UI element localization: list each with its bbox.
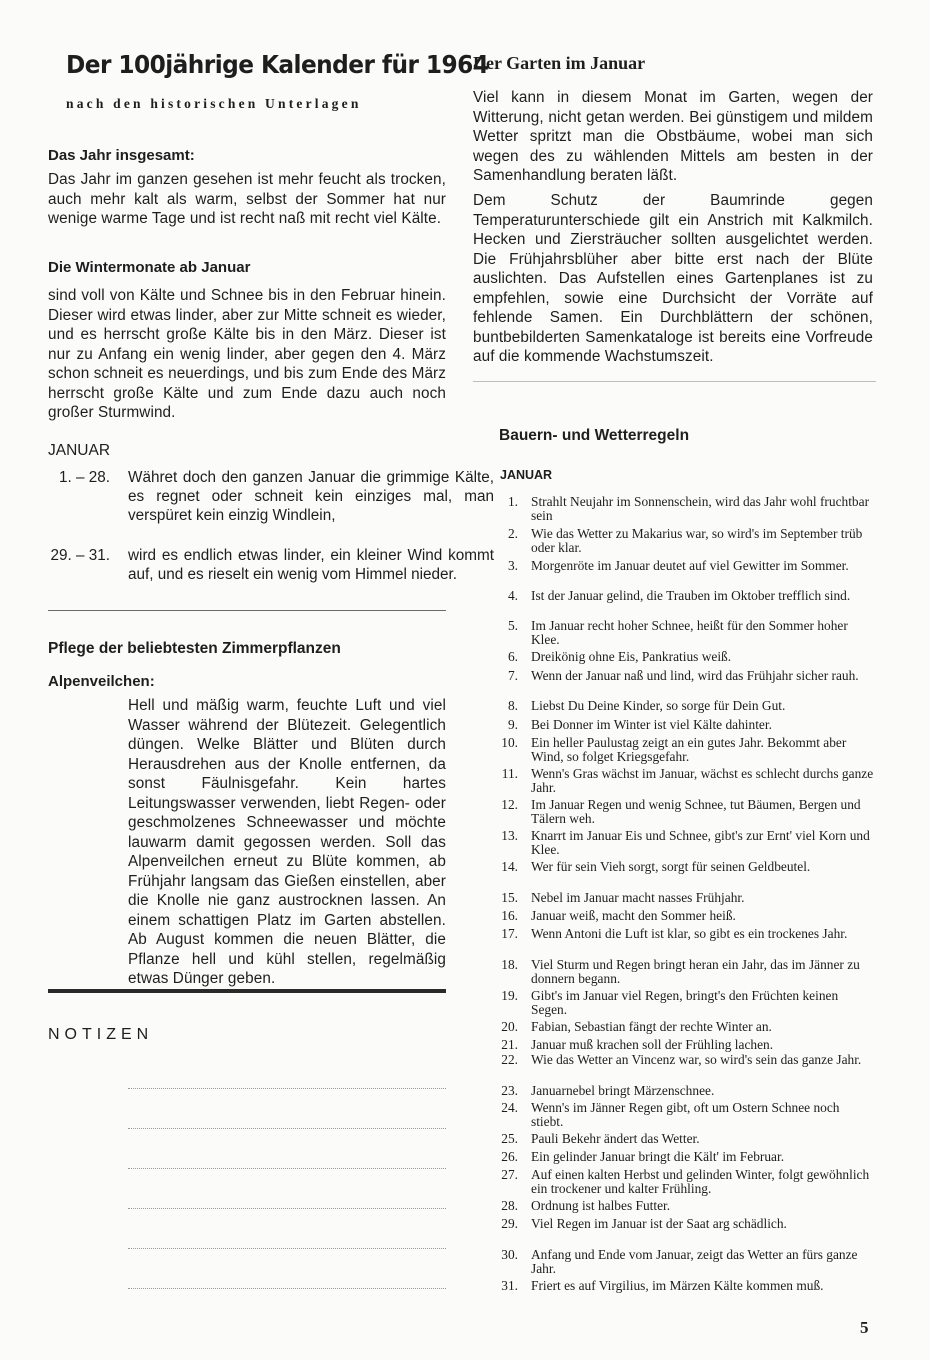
rule-text: Bei Donner im Winter ist viel Kälte dahinter. [531, 717, 772, 732]
januar-entry-days: 1. – 28. [58, 469, 110, 486]
rule-text: Anfang und Ende vom Januar, zeigt das Wetter an fürs ganze Jahr. [531, 1247, 858, 1276]
rule-number: 15. [501, 890, 518, 905]
rule-text: Fabian, Sebastian fängt der rechte Winter an. [531, 1019, 772, 1034]
rule-text: Januar weiß, macht den Sommer heiß. [531, 908, 736, 923]
rule-text: Knarrt im Januar Eis und Schnee, gibt's zur Ernt' viel Korn und Klee. [531, 828, 870, 857]
rule-text: Wenn's Gras wächst im Januar, wächst es schlecht durchs ganze Jahr. [531, 766, 874, 795]
rule-number: 10. [501, 735, 518, 750]
rule-number: 8. [507, 698, 518, 713]
subheading-regeln-januar: JANUAR [500, 468, 553, 482]
rule-number: 21. [501, 1037, 518, 1052]
rule-number: 30. [501, 1247, 518, 1262]
rule-text: Januarnebel bringt Märzenschnee. [531, 1083, 715, 1098]
rule-text: Ordnung ist halbes Futter. [531, 1198, 671, 1213]
rule-number: 14. [501, 859, 518, 874]
rule-text: Wie das Wetter zu Makarius war, so wird's im September trüb oder klar. [531, 526, 863, 555]
page-number: 5 [860, 1318, 869, 1337]
januar-entry-text: Währet doch den ganzen Januar die grimmige Kälte, es regnet oder schneit kein einziges mal, man verspüret kein einzig Windlein, [128, 469, 494, 524]
paragraph-jahr: Das Jahr im ganzen gesehen ist mehr feucht als trocken, auch mehr kalt als warm, selbst der Sommer hat nur wenige warme Tage und ist recht naß mit recht viel Kälte. [48, 171, 446, 227]
rule-number: 11. [501, 766, 518, 781]
rule-text: Ist der Januar gelind, die Trauben im Oktober trefflich sind. [531, 588, 851, 603]
rule-number: 4. [507, 588, 518, 603]
paragraph-garten-2: Dem Schutz der Baumrinde gegen Temperaturunterschiede gilt ein Anstrich mit Kalkmilch. Hecken und Ziersträucher sollten ausgelichtet werden. Die Frühjahrsblüher aber bitte erst nach der Blüte auslichten. Das Aufstellen eines Gartenplanes ist zu empfehlen, sowie eine Durchsicht der Vorräte auf fehlende Samen. Ein Durchblättern der schönen, buntbebilderten Samenkataloge ist bereits eine Vorfreude auf die kommende Wachstumszeit. [473, 192, 873, 365]
rule-text: Ein heller Paulustag zeigt an ein gutes Jahr. Bekommt aber Wind, so folget Kriegsgefahr. [531, 735, 847, 764]
rule-text: Gibt's im Januar viel Regen, bringt's den Früchten keinen Segen. [531, 988, 839, 1017]
rule-number: 5. [507, 618, 518, 633]
rule-number: 17. [501, 926, 518, 941]
rule-number: 24. [501, 1100, 518, 1115]
notes-line[interactable] [128, 1088, 446, 1089]
rule-text: Auf einen kalten Herbst und gelinden Winter, folgt gewöhnlich ein trockener und kalter Frühling. [531, 1167, 870, 1196]
rule-text: Nebel im Januar macht nasses Frühjahr. [531, 890, 745, 905]
divider-thick [48, 989, 446, 993]
heading-jahr: Das Jahr insgesamt: [48, 147, 195, 164]
rule-number: 27. [501, 1167, 518, 1182]
rule-text: Januar muß krachen soll der Frühling lachen. [531, 1037, 774, 1052]
rule-number: 19. [501, 988, 518, 1003]
rule-text: Viel Sturm und Regen bringt heran ein Jahr, das im Jänner zu donnern begann. [531, 957, 860, 986]
notes-line[interactable] [128, 1248, 446, 1249]
notes-line[interactable] [128, 1208, 446, 1209]
rule-text: Wer für sein Vieh sorgt, sorgt für seinen Geldbeutel. [531, 859, 811, 874]
heading-regeln: Bauern- und Wetterregeln [499, 427, 690, 444]
rule-number: 23. [501, 1083, 518, 1098]
rule-text: Viel Regen im Januar ist der Saat arg schädlich. [531, 1216, 787, 1231]
rule-number: 16. [501, 908, 518, 923]
januar-entry-days: 29. – 31. [50, 547, 110, 564]
rule-number: 26. [501, 1149, 518, 1164]
rule-number: 29. [501, 1216, 518, 1231]
rule-number: 20. [501, 1019, 518, 1034]
rule-number: 25. [501, 1131, 518, 1146]
rule-text: Wenn Antoni die Luft ist klar, so gibt es ein trockenes Jahr. [531, 926, 848, 941]
rule-text: Ein gelinder Januar bringt die Kält' im Februar. [531, 1149, 785, 1164]
divider [48, 610, 446, 611]
rule-number: 3. [507, 558, 518, 573]
rule-number: 6. [507, 649, 518, 664]
notes-label: NOTIZEN [48, 1026, 154, 1043]
rule-text: Strahlt Neujahr im Sonnenschein, wird das Jahr wohl fruchtbar sein [531, 494, 870, 523]
rule-number: 7. [507, 668, 518, 683]
rule-number: 12. [501, 797, 518, 812]
rule-text: Im Januar Regen und wenig Schnee, tut Bäumen, Bergen und Tälern weh. [531, 797, 861, 826]
notes-line[interactable] [128, 1288, 446, 1289]
paragraph-garten-1: Viel kann in diesem Monat im Garten, wegen der Witterung, nicht getan werden. Bei günstigem und mildem Wetter spritzt man die Obstbäume, wobei man sich wegen des zu wählenden Mittels am besten in der Samenhandlung beraten läßt. [473, 89, 873, 184]
rule-number: 31. [501, 1278, 518, 1293]
rule-number: 1. [507, 494, 518, 509]
rule-number: 22. [501, 1052, 518, 1067]
rule-text: Wenn's im Jänner Regen gibt, oft um Ostern Schnee noch stiebt. [531, 1100, 840, 1129]
rule-number: 18. [501, 957, 518, 972]
rule-text: Im Januar recht hoher Schnee, heißt für den Sommer hoher Klee. [531, 618, 848, 647]
januar-entry-text: wird es endlich etwas linder, ein kleiner Wind kommt auf, und es rieselt ein wenig vom Himmel nieder. [128, 547, 494, 583]
paragraph-alpenveilchen: Hell und mäßig warm, feuchte Luft und viel Wasser während der Blütezeit. Gelegentlich düngen. Welke Blätter und Blüten durch Herausdrehen aus der Knolle entfernen, da sonst Fäulnisgefahr. Kein hartes Leitungswasser verwenden, liebt Regen- oder geschmolzenes Schneewasser und möchte lauwarm damit gegossen werden. Soll das Alpenveilchen erneut zu Blüte kommen, ab Frühjahr langsam das Gießen einstellen, aber die Knolle nie ganz austrocknen lassen. An einem schattigen Platz im Garten abstellen. Ab August kommen die neuen Blätter, die Pflanze hell und kühl stellen, regelmäßig etwas Dünger geben. [128, 697, 446, 987]
heading-pflege: Pflege der beliebtesten Zimmerpflanzen [48, 640, 341, 657]
heading-wintermonate: Die Wintermonate ab Januar [48, 259, 251, 276]
rule-text: Liebst Du Deine Kinder, so sorge für Dein Gut. [531, 698, 786, 713]
subheading-alpenveilchen: Alpenveilchen: [48, 673, 155, 690]
page-subtitle: nach den historischen Unterlagen [66, 96, 362, 111]
heading-garten: Der Garten im Januar [473, 53, 646, 73]
rule-text: Pauli Bekehr ändert das Wetter. [531, 1131, 700, 1146]
rule-text: Wie das Wetter an Vincenz war, so wird's sein das ganze Jahr. [531, 1052, 862, 1067]
page-title: Der 100jährige Kalender für 1964 [66, 50, 489, 79]
divider [473, 381, 876, 382]
rule-number: 9. [507, 717, 518, 732]
heading-januar: JANUAR [48, 442, 111, 459]
rule-number: 28. [501, 1198, 518, 1213]
notes-line[interactable] [128, 1168, 446, 1169]
rule-number: 13. [501, 828, 518, 843]
rule-text: Friert es auf Virgilius, im Märzen Kälte kommen muß. [531, 1278, 824, 1293]
rule-text: Wenn der Januar naß und lind, wird das Frühjahr sicher rauh. [531, 668, 859, 683]
rule-text: Morgenröte im Januar deutet auf viel Gewitter im Sommer. [531, 558, 849, 573]
paragraph-wintermonate: sind voll von Kälte und Schnee bis in den Februar hinein. Dieser wird etwas linder, aber zur Mitte schneit es wieder, und es herrscht große Kälte bis in den März. Dieser ist nur zu Anfang ein wenig linder, aber gegen den 4. März schon schneit es neuerdings, und bis zum Ende des März herrscht große Kälte und zum Ende dazu auch noch großer Sturmwind. [48, 287, 446, 421]
rule-number: 2. [507, 526, 518, 541]
rule-text: Dreikönig ohne Eis, Pankratius weiß. [531, 649, 732, 664]
notes-line[interactable] [128, 1128, 446, 1129]
